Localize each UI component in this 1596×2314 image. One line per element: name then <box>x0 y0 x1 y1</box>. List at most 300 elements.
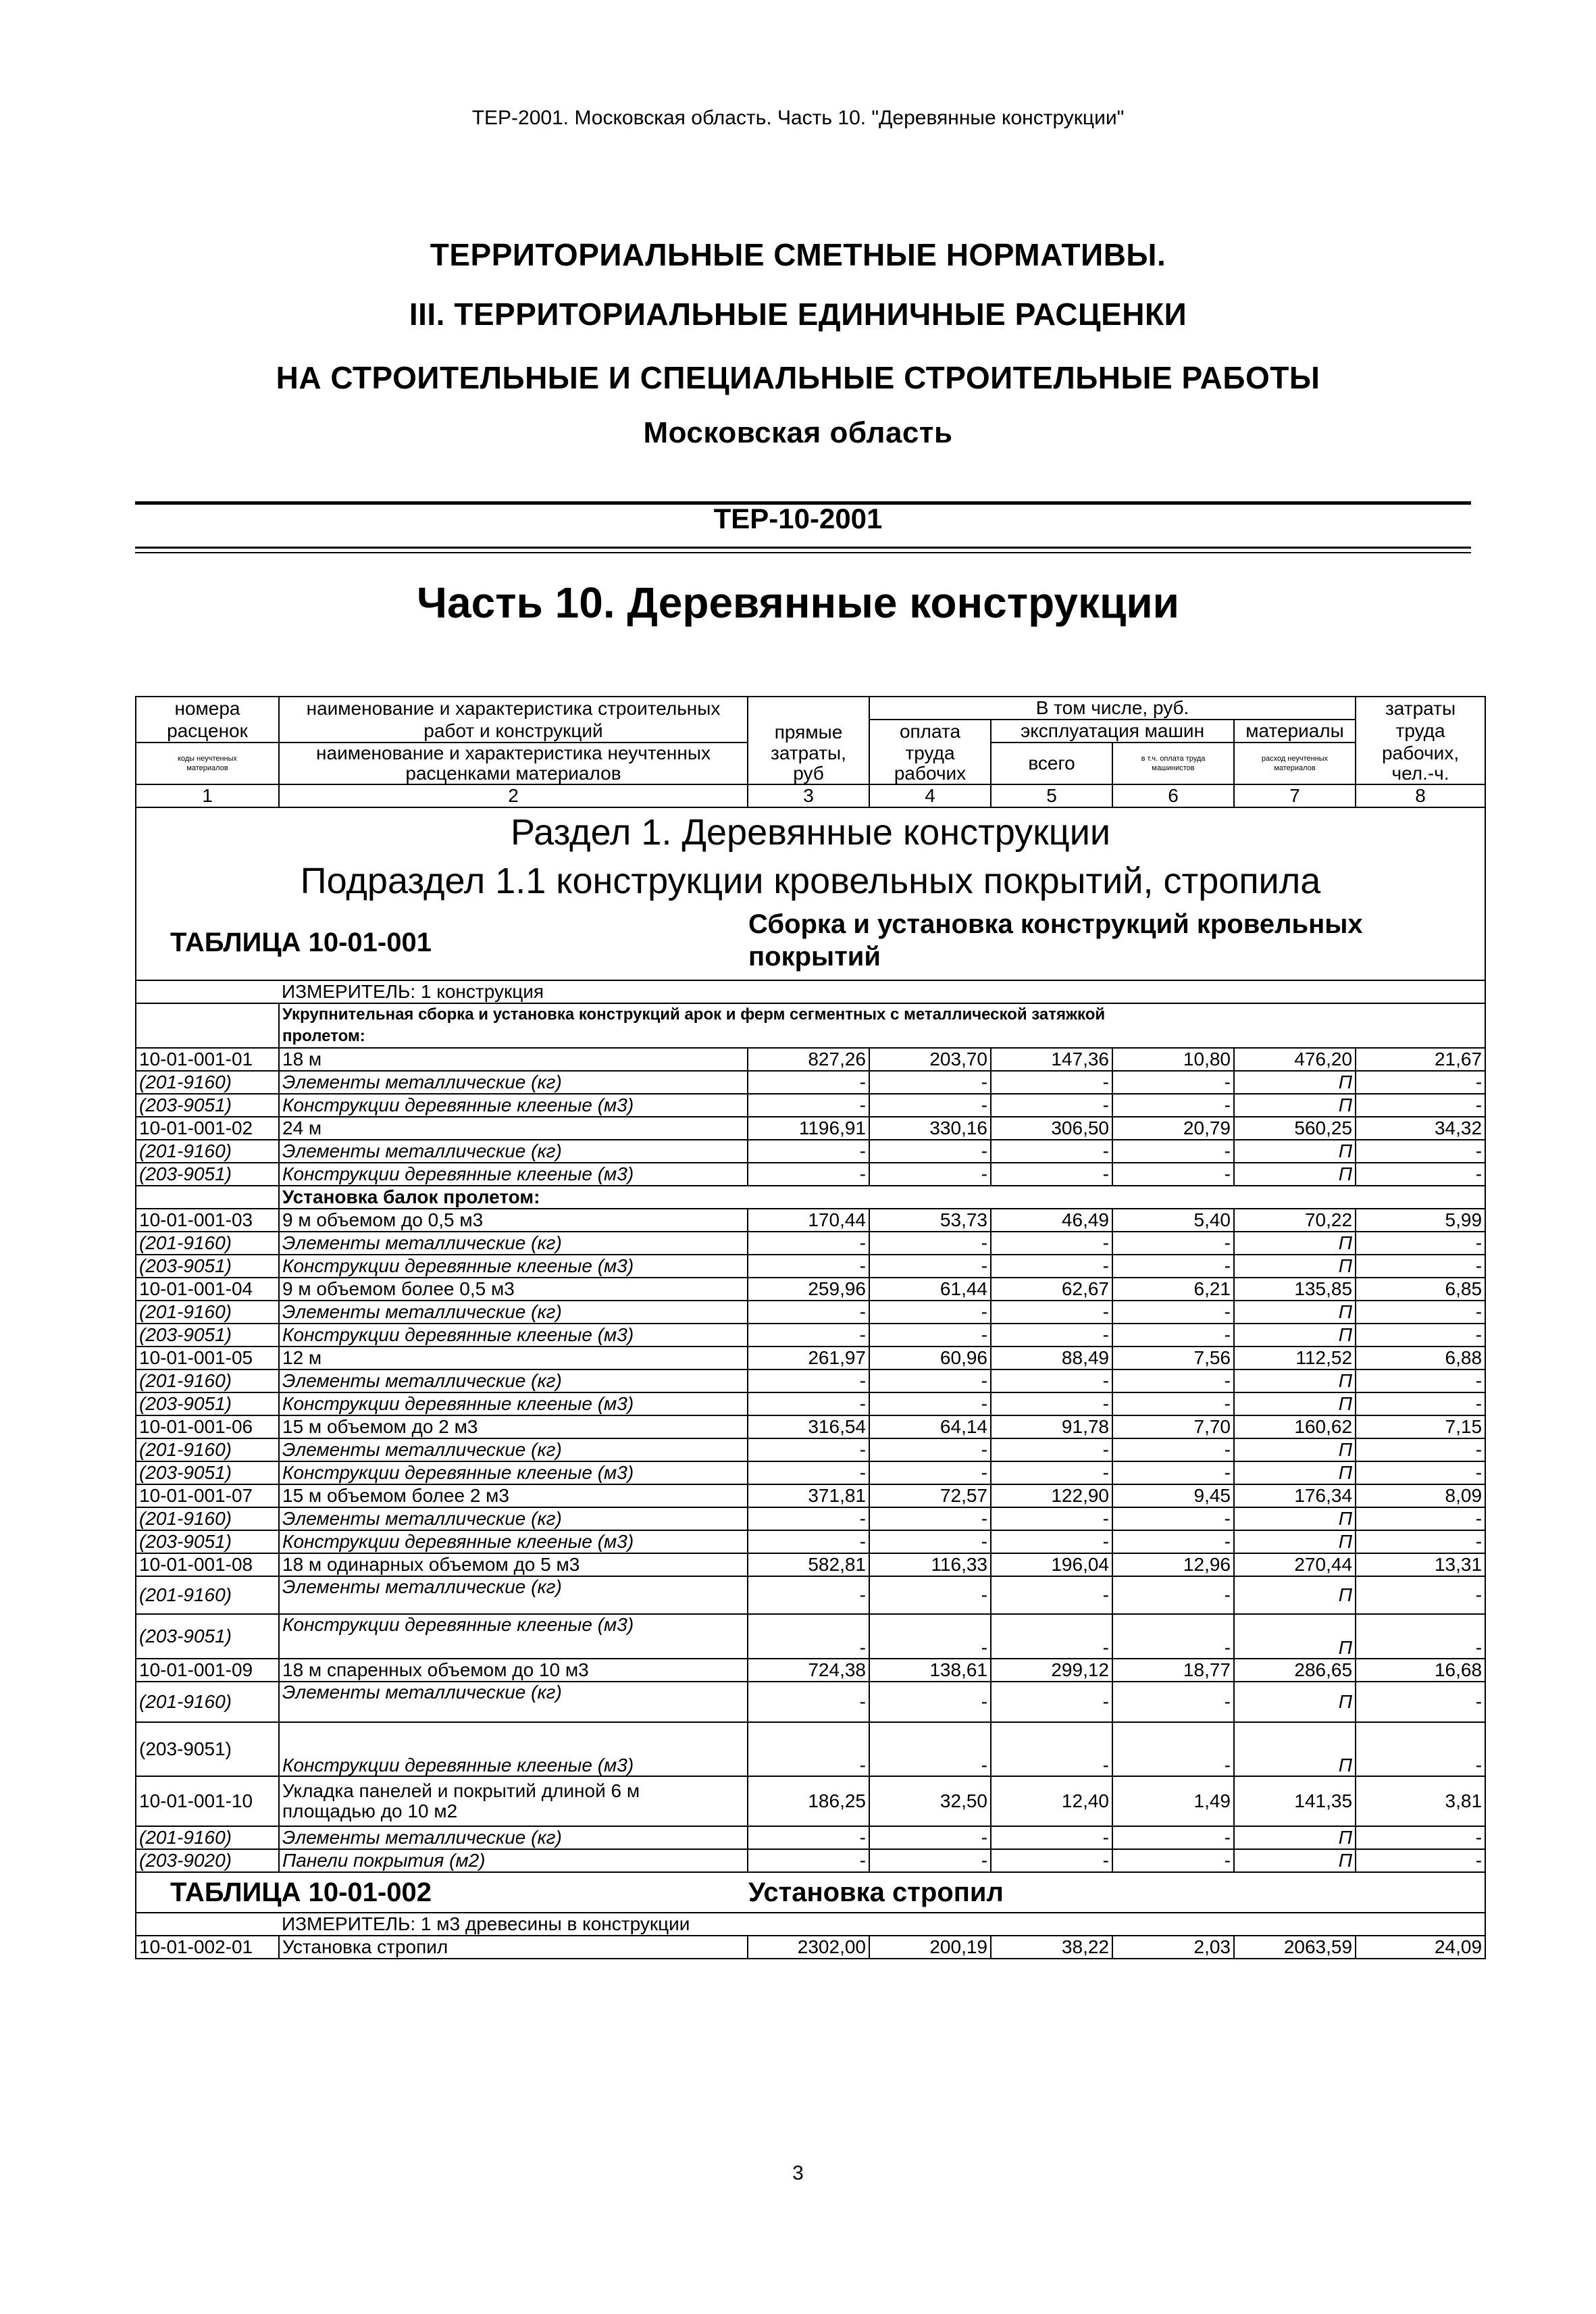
machines-total: 38,22 <box>991 1936 1112 1959</box>
dash: - <box>991 1722 1112 1776</box>
material-name: Элементы металлические (кг) <box>279 1826 748 1849</box>
machinists-pay: 18,77 <box>1112 1659 1234 1682</box>
section-title: Раздел 1. Деревянные конструкции <box>136 807 1485 857</box>
hdr-c4a: оплата <box>869 720 991 743</box>
col-num-3: 3 <box>748 784 869 807</box>
machines-total: 88,49 <box>991 1347 1112 1369</box>
material-code: (201-9160) <box>136 1369 279 1392</box>
direct-cost: 371,81 <box>748 1484 869 1507</box>
dash: - <box>869 1324 991 1347</box>
hdr-c8-sub <box>1356 743 1485 784</box>
direct-cost: 582,81 <box>748 1553 869 1576</box>
dash: - <box>1112 1722 1234 1776</box>
hdr-including: В том числе, руб. <box>869 697 1356 720</box>
labor-pay: 64,14 <box>869 1415 991 1438</box>
material-code: (203-9051) <box>136 1722 279 1776</box>
machines-total: 299,12 <box>991 1659 1112 1682</box>
rate-name: Установка стропил <box>279 1936 748 1959</box>
table2-title: Установка стропил <box>748 1878 1004 1907</box>
material-name: Конструкции деревянные клееные (м3) <box>279 1392 748 1415</box>
hdr-c7b: расход неучтенных <box>1261 755 1329 763</box>
labor-hours: 8,09 <box>1356 1484 1485 1507</box>
p-mark: П <box>1234 1301 1356 1324</box>
material-code: (201-9160) <box>136 1682 279 1722</box>
hdr-c6a: в т.ч. оплата труда <box>1141 755 1206 763</box>
machines-total: 12,40 <box>991 1776 1112 1826</box>
running-header: ТЕР-2001. Московская область. Часть 10. "Деревянные конструкции" <box>471 107 1125 129</box>
dash: - <box>1112 1461 1234 1484</box>
dash: - <box>869 1163 991 1186</box>
dash: - <box>991 1369 1112 1392</box>
rate-name <box>279 1776 748 1826</box>
meter1-blank <box>136 980 279 1003</box>
dash: - <box>1356 1530 1485 1553</box>
material-name: Элементы металлические (кг) <box>279 1507 748 1530</box>
dash: - <box>1356 1461 1485 1484</box>
dash: - <box>1356 1301 1485 1324</box>
dash: - <box>1112 1232 1234 1255</box>
machines-total: 122,90 <box>991 1484 1112 1507</box>
hdr-c8c: рабочих, <box>1381 743 1460 763</box>
materials: 2063,59 <box>1234 1936 1356 1959</box>
dash: - <box>991 1614 1112 1659</box>
machinists-pay: 20,79 <box>1112 1117 1234 1140</box>
material-code: (203-9051) <box>136 1461 279 1484</box>
rate-code: 10-01-001-05 <box>136 1347 279 1369</box>
table1-title-wrap <box>136 905 1485 980</box>
dash: - <box>748 1094 869 1117</box>
dash: - <box>1356 1324 1485 1347</box>
direct-cost: 186,25 <box>748 1776 869 1826</box>
p-mark: П <box>1234 1369 1356 1392</box>
dash: - <box>1356 1826 1485 1849</box>
dash: - <box>1356 1369 1485 1392</box>
material-name: Элементы металлические (кг) <box>279 1438 748 1461</box>
dash: - <box>1356 1507 1485 1530</box>
dash: - <box>1356 1576 1485 1614</box>
dash: - <box>748 1826 869 1849</box>
machinists-pay: 7,56 <box>1112 1347 1234 1369</box>
labor-hours: 3,81 <box>1356 1776 1485 1826</box>
rate-code: 10-01-001-01 <box>136 1048 279 1071</box>
dash: - <box>748 1614 869 1659</box>
dash: - <box>1112 1392 1234 1415</box>
dash: - <box>991 1826 1112 1849</box>
materials: 70,22 <box>1234 1209 1356 1232</box>
p-mark: П <box>1234 1530 1356 1553</box>
machinists-pay: 1,49 <box>1112 1776 1234 1826</box>
hdr-c3c: руб <box>793 762 824 784</box>
material-code: (203-9051) <box>136 1530 279 1553</box>
p-mark: П <box>1234 1614 1356 1659</box>
meter1-cell <box>279 980 1485 1003</box>
machinists-pay: 12,96 <box>1112 1553 1234 1576</box>
dash: - <box>748 1507 869 1530</box>
table1-label: ТАБЛИЦА 10-01-001 <box>170 928 432 957</box>
dash: - <box>869 1071 991 1094</box>
table2-label: ТАБЛИЦА 10-01-002 <box>170 1878 432 1907</box>
rate-code: 10-01-001-09 <box>136 1659 279 1682</box>
dash: - <box>869 1530 991 1553</box>
dash: - <box>748 1301 869 1324</box>
machines-total: 306,50 <box>991 1117 1112 1140</box>
materials: 135,85 <box>1234 1278 1356 1301</box>
dash: - <box>869 1140 991 1163</box>
material-code: (201-9160) <box>136 1507 279 1530</box>
dash: - <box>869 1849 991 1872</box>
rate-name-line1: Укладка панелей и покрытий длиной 6 м <box>282 1780 640 1801</box>
dash: - <box>991 1576 1112 1614</box>
dash: - <box>991 1682 1112 1722</box>
materials: 270,44 <box>1234 1553 1356 1576</box>
dash: - <box>1112 1682 1234 1722</box>
hdr-c6b: машинистов <box>1152 764 1195 772</box>
labor-pay: 116,33 <box>869 1553 991 1576</box>
rate-code: 10-01-001-02 <box>136 1117 279 1140</box>
material-name: Конструкции деревянные клееные (м3) <box>279 1722 748 1776</box>
labor-pay: 138,61 <box>869 1659 991 1682</box>
dash: - <box>1112 1576 1234 1614</box>
direct-cost: 724,38 <box>748 1659 869 1682</box>
hdr-c1a: номера <box>136 697 279 720</box>
group1-blank <box>136 1003 279 1026</box>
labor-hours: 16,68 <box>1356 1659 1485 1682</box>
materials: 112,52 <box>1234 1347 1356 1369</box>
rule-bottom-1 <box>135 547 1471 549</box>
labor-hours: 13,31 <box>1356 1553 1485 1576</box>
document-id: ТЕР-10-2001 <box>713 503 883 534</box>
dash: - <box>1112 1369 1234 1392</box>
dash: - <box>991 1324 1112 1347</box>
rate-name: 24 м <box>279 1117 748 1140</box>
dash: - <box>748 1324 869 1347</box>
dash: - <box>748 1369 869 1392</box>
p-mark: П <box>1234 1826 1356 1849</box>
p-mark: П <box>1234 1507 1356 1530</box>
dash: - <box>1112 1849 1234 1872</box>
p-mark: П <box>1234 1163 1356 1186</box>
dash: - <box>1112 1614 1234 1659</box>
dash: - <box>748 1530 869 1553</box>
materials: 560,25 <box>1234 1117 1356 1140</box>
labor-hours: 6,85 <box>1356 1278 1485 1301</box>
labor-pay: 61,44 <box>869 1278 991 1301</box>
hdr-c8a: затраты <box>1356 697 1485 720</box>
dash: - <box>991 1163 1112 1186</box>
labor-pay: 330,16 <box>869 1117 991 1140</box>
dash: - <box>748 1163 869 1186</box>
material-code: (203-9051) <box>136 1094 279 1117</box>
dash: - <box>1356 1163 1485 1186</box>
table1-title-line2: покрытий <box>748 942 881 972</box>
machinists-pay: 10,80 <box>1112 1048 1234 1071</box>
labor-pay: 32,50 <box>869 1776 991 1826</box>
labor-pay: 200,19 <box>869 1936 991 1959</box>
dash: - <box>991 1232 1112 1255</box>
col-num-6: 6 <box>1112 784 1234 807</box>
p-mark: П <box>1234 1849 1356 1872</box>
material-name: Элементы металлические (кг) <box>279 1071 748 1094</box>
dash: - <box>991 1438 1112 1461</box>
dash: - <box>748 1255 869 1278</box>
machines-total: 196,04 <box>991 1553 1112 1576</box>
material-code: (203-9051) <box>136 1255 279 1278</box>
dash: - <box>991 1392 1112 1415</box>
p-mark: П <box>1234 1140 1356 1163</box>
material-name: Конструкции деревянные клееные (м3) <box>279 1461 748 1484</box>
col-num-8: 8 <box>1356 784 1485 807</box>
labor-pay: 203,70 <box>869 1048 991 1071</box>
machinists-pay: 5,40 <box>1112 1209 1234 1232</box>
material-code: (203-9020) <box>136 1849 279 1872</box>
dash: - <box>1112 1826 1234 1849</box>
material-name: Конструкции деревянные клееные (м3) <box>279 1163 748 1186</box>
subsection-title: Подраздел 1.1 конструкции кровельных покрытий, стропила <box>136 857 1485 905</box>
dash: - <box>1112 1324 1234 1347</box>
machines-total: 62,67 <box>991 1278 1112 1301</box>
col-num-5: 5 <box>991 784 1112 807</box>
material-code: (203-9051) <box>136 1392 279 1415</box>
part-title: Часть 10. Деревянные конструкции <box>417 578 1179 627</box>
dash: - <box>1112 1530 1234 1553</box>
machinists-pay: 9,45 <box>1112 1484 1234 1507</box>
dash: - <box>991 1530 1112 1553</box>
rate-code: 10-01-002-01 <box>136 1936 279 1959</box>
dash: - <box>869 1232 991 1255</box>
dash: - <box>869 1722 991 1776</box>
dash: - <box>1112 1255 1234 1278</box>
material-code: (201-9160) <box>136 1576 279 1614</box>
dash: - <box>1356 1232 1485 1255</box>
material-code: (203-9051) <box>136 1324 279 1347</box>
dash: - <box>1356 1140 1485 1163</box>
dash: - <box>1112 1438 1234 1461</box>
dash: - <box>869 1301 991 1324</box>
dash: - <box>1356 1392 1485 1415</box>
table1-title-line1: Сборка и установка конструкций кровельных <box>748 909 1363 939</box>
hdr-c2b: работ и конструкций <box>279 720 748 743</box>
dash: - <box>1356 1094 1485 1117</box>
material-code: (203-9051) <box>136 1163 279 1186</box>
direct-cost: 261,97 <box>748 1347 869 1369</box>
rate-name-line2: площадью до 10 м2 <box>282 1801 458 1821</box>
p-mark: П <box>1234 1438 1356 1461</box>
dash: - <box>991 1140 1112 1163</box>
hdr-c1-sub <box>136 743 279 784</box>
material-name: Конструкции деревянные клееные (м3) <box>279 1255 748 1278</box>
direct-cost: 2302,00 <box>748 1936 869 1959</box>
material-name: Конструкции деревянные клееные (м3) <box>279 1324 748 1347</box>
meter2-blank <box>136 1913 279 1936</box>
labor-hours: 5,99 <box>1356 1209 1485 1232</box>
table2-title-block <box>136 1872 1485 1913</box>
rate-code: 10-01-001-07 <box>136 1484 279 1507</box>
hdr-c8b: труда <box>1356 720 1485 743</box>
dash: - <box>1356 1722 1485 1776</box>
machines-total: 147,36 <box>991 1048 1112 1071</box>
p-mark: П <box>1234 1392 1356 1415</box>
title-line-1: ТЕРРИТОРИАЛЬНЫЕ СМЕТНЫЕ НОРМАТИВЫ. <box>430 237 1166 272</box>
meter2: ИЗМЕРИТЕЛЬ: 1 м3 древесины в конструкции <box>282 1913 690 1934</box>
rate-name: 18 м одинарных объемом до 5 м3 <box>279 1553 748 1576</box>
rate-code: 10-01-001-10 <box>136 1776 279 1826</box>
group2-blank <box>136 1186 279 1209</box>
machinists-pay: 2,03 <box>1112 1936 1234 1959</box>
p-mark: П <box>1234 1232 1356 1255</box>
hdr-c7c: материалов <box>1274 764 1316 772</box>
hdr-c3a: прямые <box>748 697 869 743</box>
dash: - <box>748 1140 869 1163</box>
dash: - <box>1356 1682 1485 1722</box>
group1-line2: пролетом: <box>279 1026 1485 1048</box>
dash: - <box>748 1392 869 1415</box>
p-mark: П <box>1234 1576 1356 1614</box>
material-code: (201-9160) <box>136 1301 279 1324</box>
dash: - <box>869 1392 991 1415</box>
group1-line1: Укрупнительная сборка и установка конструкций арок и ферм сегментных с металлической затяжкой <box>279 1003 1485 1026</box>
labor-pay: 60,96 <box>869 1347 991 1369</box>
dash: - <box>1112 1301 1234 1324</box>
dash: - <box>869 1576 991 1614</box>
page-number: 3 <box>792 2162 804 2184</box>
machinists-pay: 7,70 <box>1112 1415 1234 1438</box>
group2-title: Установка балок пролетом: <box>279 1186 1485 1209</box>
labor-hours: 7,15 <box>1356 1415 1485 1438</box>
dash: - <box>748 1849 869 1872</box>
p-mark: П <box>1234 1324 1356 1347</box>
material-code: (201-9160) <box>136 1438 279 1461</box>
labor-pay: 53,73 <box>869 1209 991 1232</box>
direct-cost: 259,96 <box>748 1278 869 1301</box>
dash: - <box>1356 1614 1485 1659</box>
material-name: Конструкции деревянные клееные (м3) <box>279 1530 748 1553</box>
col-num-4: 4 <box>869 784 991 807</box>
machinists-pay: 6,21 <box>1112 1278 1234 1301</box>
material-name: Панели покрытия (м2) <box>279 1849 748 1872</box>
p-mark: П <box>1234 1722 1356 1776</box>
rate-name: 15 м объемом более 2 м3 <box>279 1484 748 1507</box>
dash: - <box>869 1614 991 1659</box>
rule-bottom-2 <box>135 552 1471 553</box>
hdr-c7-sub <box>1234 743 1356 784</box>
col-num-7: 7 <box>1234 784 1356 807</box>
meter2-cell <box>279 1913 1485 1936</box>
hdr-c1c: коды неучтенных <box>177 755 238 763</box>
material-name: Конструкции деревянные клееные (м3) <box>279 1614 748 1659</box>
hdr-c2a: наименование и характеристика строительных <box>279 697 748 720</box>
dash: - <box>1112 1163 1234 1186</box>
p-mark: П <box>1234 1094 1356 1117</box>
hdr-c5: всего <box>991 743 1112 784</box>
p-mark: П <box>1234 1682 1356 1722</box>
direct-cost: 827,26 <box>748 1048 869 1071</box>
hdr-c4c: рабочих <box>894 762 967 784</box>
dash: - <box>991 1071 1112 1094</box>
dash: - <box>991 1255 1112 1278</box>
material-code: (203-9051) <box>136 1614 279 1659</box>
labor-hours: 24,09 <box>1356 1936 1485 1959</box>
group1-blank-2 <box>136 1026 279 1048</box>
material-name: Элементы металлические (кг) <box>279 1576 748 1614</box>
material-name: Элементы металлические (кг) <box>279 1140 748 1163</box>
hdr-c3b: затраты, <box>771 743 846 763</box>
materials: 141,35 <box>1234 1776 1356 1826</box>
dash: - <box>748 1576 869 1614</box>
labor-hours: 21,67 <box>1356 1048 1485 1071</box>
dash: - <box>748 1071 869 1094</box>
dash: - <box>748 1461 869 1484</box>
dash: - <box>1112 1094 1234 1117</box>
table1-title-block <box>136 905 1485 980</box>
dash: - <box>748 1722 869 1776</box>
dash: - <box>991 1094 1112 1117</box>
title-line-3: НА СТРОИТЕЛЬНЫЕ И СПЕЦИАЛЬНЫЕ СТРОИТЕЛЬНЫЕ РАБОТЫ <box>276 360 1320 395</box>
dash: - <box>991 1849 1112 1872</box>
materials: 286,65 <box>1234 1659 1356 1682</box>
hdr-c2c: наименование и характеристика неучтенных <box>316 743 711 763</box>
meter1: ИЗМЕРИТЕЛЬ: 1 конструкция <box>282 981 544 1002</box>
rate-name: 18 м <box>279 1048 748 1071</box>
hdr-c6-sub <box>1112 743 1234 784</box>
direct-cost: 170,44 <box>748 1209 869 1232</box>
hdr-c2-sub <box>279 743 748 784</box>
rates-table <box>135 696 1486 1959</box>
direct-cost: 1196,91 <box>748 1117 869 1140</box>
rate-code: 10-01-001-06 <box>136 1415 279 1438</box>
material-name: Элементы металлические (кг) <box>279 1682 748 1722</box>
material-code: (201-9160) <box>136 1826 279 1849</box>
rate-code: 10-01-001-08 <box>136 1553 279 1576</box>
machines-total: 91,78 <box>991 1415 1112 1438</box>
dash: - <box>991 1507 1112 1530</box>
hdr-c8d: чел.-ч. <box>1391 762 1449 784</box>
material-code: (201-9160) <box>136 1140 279 1163</box>
dash: - <box>869 1826 991 1849</box>
region-title: Московская область <box>643 416 953 449</box>
material-code: (201-9160) <box>136 1071 279 1094</box>
col-num-1: 1 <box>136 784 279 807</box>
dash: - <box>869 1255 991 1278</box>
hdr-c4b: труда <box>905 743 955 763</box>
rate-code: 10-01-001-04 <box>136 1278 279 1301</box>
material-name: Конструкции деревянные клееные (м3) <box>279 1094 748 1117</box>
machines-total: 46,49 <box>991 1209 1112 1232</box>
rate-code: 10-01-001-03 <box>136 1209 279 1232</box>
dash: - <box>1356 1438 1485 1461</box>
materials: 160,62 <box>1234 1415 1356 1438</box>
table2-title-wrap <box>136 1873 1485 1912</box>
hdr-c7a: материалы <box>1234 720 1356 743</box>
dash: - <box>748 1682 869 1722</box>
material-name: Элементы металлические (кг) <box>279 1369 748 1392</box>
hdr-machines: эксплуатация машин <box>991 720 1234 743</box>
labor-hours: 34,32 <box>1356 1117 1485 1140</box>
material-code: (201-9160) <box>136 1232 279 1255</box>
hdr-c2d: расценками материалов <box>405 763 621 784</box>
title-line-2: III. ТЕРРИТОРИАЛЬНЫЕ ЕДИНИЧНЫЕ РАСЦЕНКИ <box>409 297 1187 332</box>
col-num-2: 2 <box>279 784 748 807</box>
dash: - <box>748 1232 869 1255</box>
dash: - <box>1356 1071 1485 1094</box>
materials: 476,20 <box>1234 1048 1356 1071</box>
rate-name: 15 м объемом до 2 м3 <box>279 1415 748 1438</box>
dash: - <box>991 1461 1112 1484</box>
hdr-c4-sub <box>869 743 991 784</box>
dash: - <box>1356 1255 1485 1278</box>
dash: - <box>869 1507 991 1530</box>
materials: 176,34 <box>1234 1484 1356 1507</box>
direct-cost: 316,54 <box>748 1415 869 1438</box>
